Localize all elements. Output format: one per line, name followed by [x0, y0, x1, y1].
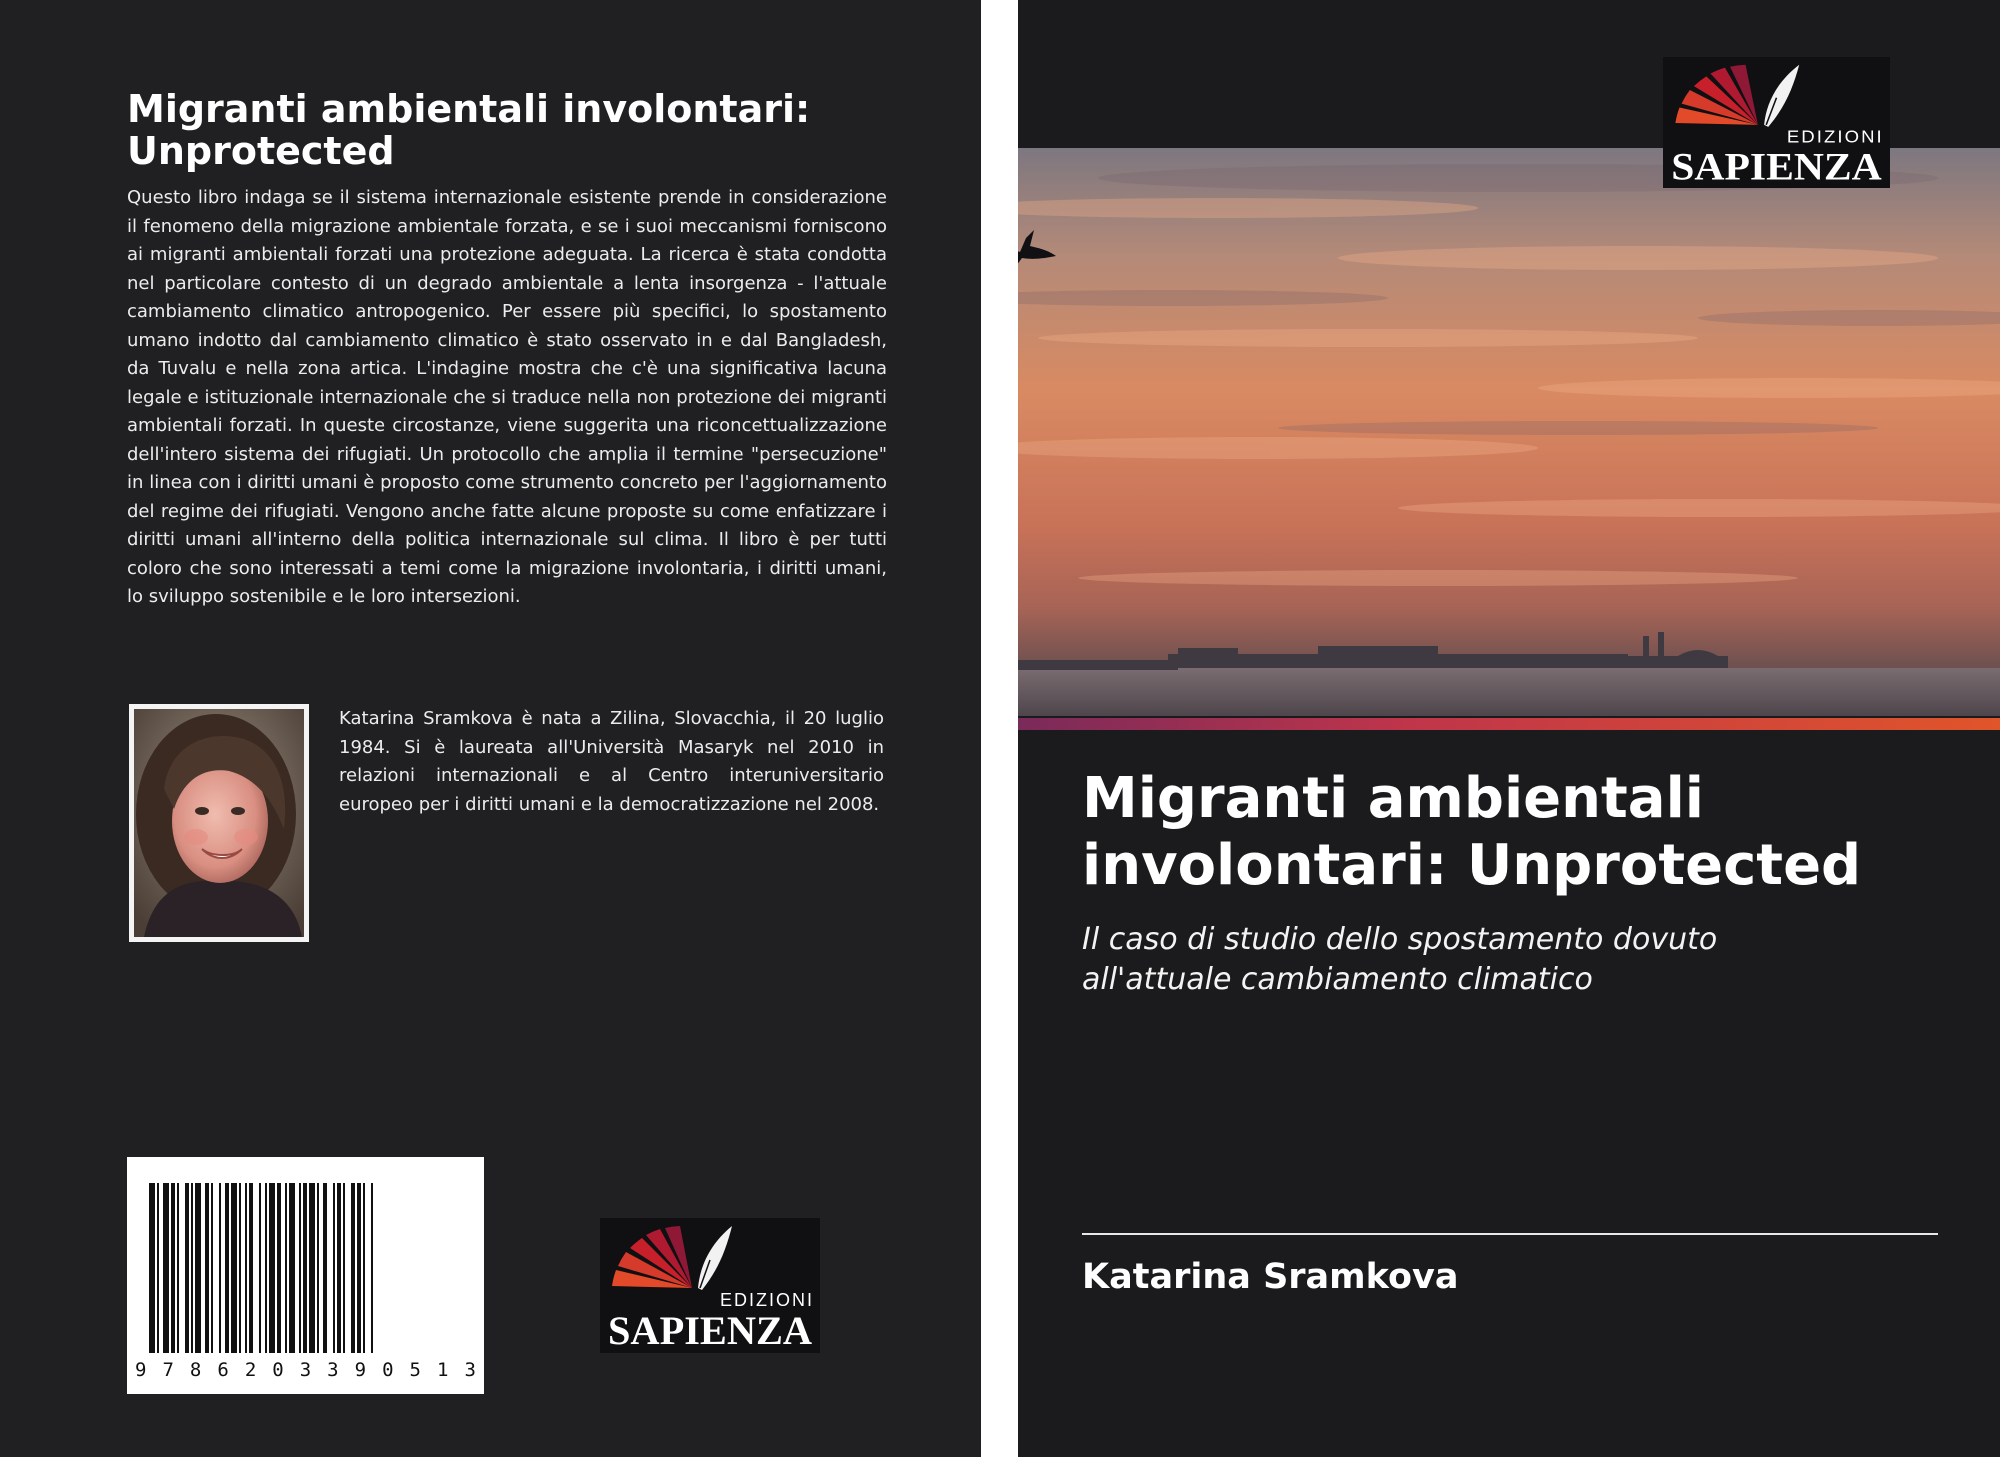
- barcode-bar: [343, 1183, 345, 1353]
- barcode-bar: [269, 1183, 275, 1353]
- cover-photo: [1018, 148, 2000, 730]
- author-portrait-image: [134, 709, 304, 937]
- geese-flying-at-sunset-photo-icon: [1018, 148, 2000, 730]
- barcode-bar: [191, 1183, 193, 1353]
- barcode-bar: [303, 1183, 307, 1353]
- barcode-bar: [177, 1183, 179, 1353]
- barcode-bar: [219, 1183, 221, 1353]
- barcode-digit: 5: [409, 1359, 421, 1381]
- logo-sapienza-text: SAPIENZA: [608, 1308, 813, 1353]
- author-divider: [1082, 1233, 1938, 1235]
- author-portrait: [129, 704, 309, 942]
- author-bio: Katarina Sramkova è nata a Zilina, Slovacchia, il 20 luglio 1984. Si è laureata all'Università Masaryk nel 2010 in relazioni internazionali e al Centro interuniversitario europeo per i diritti umani e la democratizzazione nel 2008.: [339, 708, 884, 815]
- front-title-line: Migranti ambientali: [1082, 766, 1704, 831]
- barcode-bar: [245, 1183, 247, 1353]
- barcode-bar: [211, 1183, 213, 1353]
- barcode-digit: 0: [272, 1359, 284, 1381]
- book-description: Questo libro indaga se il sistema internazionale esistente prende in considerazione il fenomeno della migrazione ambientale forzata, e se i suoi meccanismi forniscono ai migranti ambientali forzati una protezione adeguata. La ricerca è stata condotta nel particolare contesto di un degrado ambientale a lenta insorgenza - l'attuale cambiamento climatico antropogenico. Per essere più specifici, lo spostamento umano indotto dal cambiamento climatico è stato osservato in e dal Bangladesh, da Tuvalu e nella zona artica. L'indagine mostra che c'è una significativa lacuna legale e istituzionale internazionale che si traduce nella non protezione dei migranti ambientali forzati. In queste circostanze, viene suggerita una riconcettualizzazione dell'intero sistema dei rifugiati. Un protocollo che amplia il termine "persecuzione" in linea con i diritti umani è proposto come strumento concreto per l'aggiornamento del regime dei rifugiati. Vengono anche fatte alcune proposte su come enfatizzare i diritti umani all'interno della politica internazionale sul clima. Il libro è per tutti coloro che sono interessati a temi come la migrazione involontaria, i diritti umani, lo sviluppo sostenibile e le loro intersezioni.: [127, 187, 887, 607]
- barcode-bar: [231, 1183, 237, 1353]
- barcode-bar: [149, 1183, 155, 1353]
- publisher-logo-front: [1663, 57, 1890, 188]
- barcode-digit: 2: [244, 1359, 257, 1381]
- back-cover-title: [127, 88, 887, 172]
- front-title-line: involontari: Unprotected: [1082, 833, 1862, 898]
- subtitle-line: all'attuale cambiamento climatico: [1082, 962, 1593, 997]
- barcode-bar: [323, 1183, 327, 1353]
- barcode-digit: 3: [327, 1359, 339, 1381]
- barcode-bar: [225, 1183, 229, 1353]
- barcode-bar: [249, 1183, 253, 1353]
- barcode-bar: [357, 1183, 361, 1353]
- barcode-bar: [289, 1183, 295, 1353]
- front-cover-subtitle: [1082, 920, 1962, 1000]
- barcode-bar: [299, 1183, 301, 1353]
- front-cover-author: Katarina Sramkova: [1082, 1257, 1459, 1297]
- barcode-bar: [195, 1183, 201, 1353]
- publisher-logo-back: [600, 1218, 820, 1353]
- barcode-digit: 1: [436, 1359, 449, 1381]
- barcode-bar: [371, 1183, 373, 1353]
- barcode-bar: [185, 1183, 189, 1353]
- barcode-bar: [259, 1183, 261, 1353]
- barcode-digit: 3: [299, 1359, 312, 1381]
- barcode-digit: 6: [217, 1359, 229, 1381]
- barcode-digit: 9: [354, 1359, 367, 1381]
- barcode-bar: [363, 1183, 365, 1353]
- logo-sapienza-text: SAPIENZA: [1671, 144, 1882, 188]
- fan-and-quill-logo-icon: [1663, 57, 1890, 188]
- barcode-bar: [265, 1183, 267, 1353]
- isbn-barcode: [127, 1157, 484, 1394]
- fan-and-quill-logo-icon: [600, 1218, 820, 1353]
- barcode-bar: [285, 1183, 287, 1353]
- barcode-bar: [205, 1183, 209, 1353]
- barcode-bar: [157, 1183, 159, 1353]
- barcode-bar: [277, 1183, 281, 1353]
- back-title-line: Unprotected: [127, 129, 395, 173]
- back-title-line: Migranti ambientali involontari:: [127, 87, 811, 131]
- logo-edizioni-text: EDIZIONI: [720, 1290, 815, 1310]
- barcode-bar: [239, 1183, 241, 1353]
- barcode-digit: 7: [162, 1359, 174, 1381]
- barcode-bar: [351, 1183, 355, 1353]
- subtitle-line: Il caso di studio dello spostamento dovuto: [1082, 922, 1718, 957]
- barcode-digit: 3: [464, 1359, 476, 1381]
- barcode-bar: [337, 1183, 341, 1353]
- barcode-bar: [333, 1183, 335, 1353]
- barcode-number: [135, 1359, 476, 1381]
- barcode-digit: 8: [189, 1359, 202, 1381]
- barcode-bar: [309, 1183, 315, 1353]
- barcode-digit: 0: [382, 1359, 394, 1381]
- barcode-bar: [317, 1183, 319, 1353]
- barcode-bar: [163, 1183, 169, 1353]
- logo-edizioni-text: EDIZIONI: [1786, 126, 1884, 147]
- barcode-bar: [171, 1183, 175, 1353]
- front-cover-title: [1082, 765, 1962, 899]
- barcode-digit: 9: [135, 1359, 147, 1381]
